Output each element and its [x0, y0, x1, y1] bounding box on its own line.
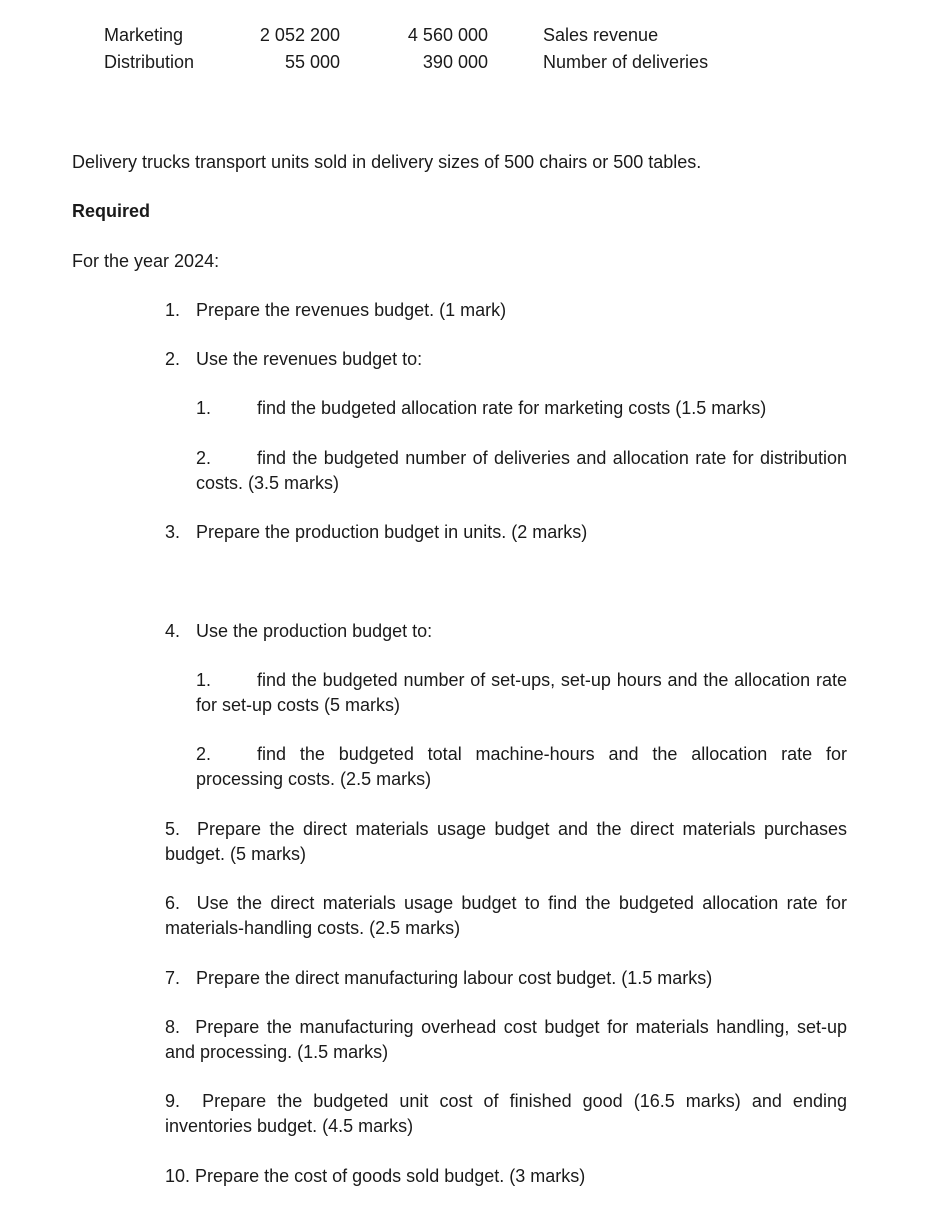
year-line: For the year 2024: [72, 251, 220, 271]
list-item-text: Prepare the direct materials usage budget and the direct materials purchases budget. (5 marks) [165, 819, 847, 864]
list-item-number: 2. [165, 349, 181, 369]
list-item-text: Use the direct materials usage budget to find the budgeted allocation rate for materials-handling costs. (2.5 marks) [165, 893, 847, 938]
list-item-number: 1. [165, 300, 181, 320]
sub-item-number: 1. [196, 398, 212, 418]
row-amount-2: 4 560 000 [407, 25, 488, 45]
intro-paragraph: Delivery trucks transport units sold in delivery sizes of 500 chairs or 500 tables. [72, 152, 702, 172]
row-driver: Number of deliveries [543, 52, 709, 72]
row-amount-1: 2 052 200 [259, 25, 340, 45]
list-item: Use the production budget to: [196, 621, 433, 641]
sub-item-text: find the budgeted number of deliveries and allocation rate for distribution costs. (3.5 marks) [196, 448, 847, 493]
list-item [165, 1089, 847, 1139]
list-item: Use the revenues budget to: [196, 349, 423, 369]
sub-item-number: 1. [196, 670, 212, 690]
row-driver: Sales revenue [543, 25, 659, 45]
list-item-number: 6. [165, 893, 181, 913]
sub-item-number: 2. [196, 448, 212, 468]
list-item-number: 10. [165, 1166, 191, 1186]
list-item [165, 1015, 847, 1065]
list-item: Prepare the production budget in units. (2 marks) [196, 522, 588, 542]
list-item: Prepare the revenues budget. (1 mark) [196, 300, 507, 320]
sub-item [196, 742, 847, 792]
sub-item [196, 446, 847, 496]
sub-item-text: find the budgeted total machine-hours and the allocation rate for processing costs. (2.5 marks) [196, 744, 847, 789]
list-item [165, 817, 847, 867]
list-item-number: 4. [165, 621, 181, 641]
list-item-number: 9. [165, 1091, 181, 1111]
sub-item-text: find the budgeted number of set-ups, set-up hours and the allocation rate for set-up costs (5 marks) [196, 670, 847, 715]
sub-item: find the budgeted allocation rate for marketing costs (1.5 marks) [257, 398, 767, 418]
row-name: Distribution [104, 52, 195, 72]
list-item-number: 3. [165, 522, 181, 542]
list-item-number: 8. [165, 1017, 181, 1037]
list-item-text: Prepare the budgeted unit cost of finished good (16.5 marks) and ending inventories budget. (4.5 marks) [165, 1091, 847, 1136]
sub-item-number: 2. [196, 744, 212, 764]
required-heading: Required [72, 201, 151, 221]
list-item [165, 891, 847, 941]
row-amount-2: 390 000 [422, 52, 488, 72]
list-item [165, 1165, 585, 1187]
row-name: Marketing [104, 25, 184, 45]
list-item-text: Prepare the cost of goods sold budget. (3 marks) [195, 1166, 586, 1186]
row-amount-1: 55 000 [284, 52, 340, 72]
list-item-number: 7. [165, 968, 181, 988]
list-item-text: Prepare the manufacturing overhead cost budget for materials handling, set-up and processing. (1.5 marks) [165, 1017, 847, 1062]
list-item-number: 5. [165, 819, 181, 839]
sub-item [196, 668, 847, 718]
list-item: Prepare the direct manufacturing labour cost budget. (1.5 marks) [196, 968, 713, 988]
